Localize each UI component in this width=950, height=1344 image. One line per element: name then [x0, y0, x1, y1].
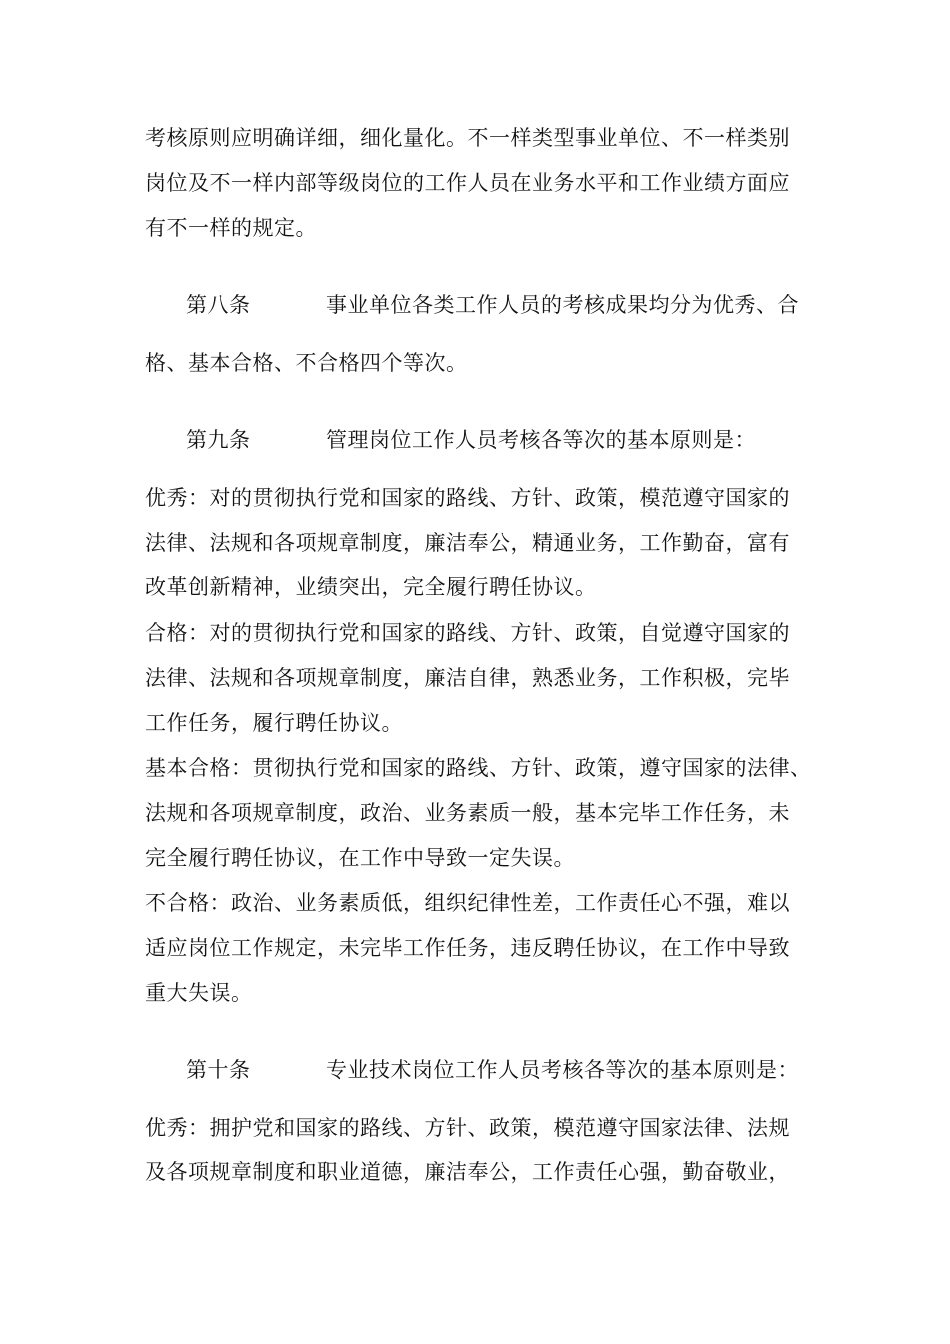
- article-9-text: 管理岗位工作人员考核各等次的基本原则是：: [326, 428, 756, 452]
- article-8-continuation: 格、基本合格、不合格四个等次。: [145, 351, 468, 375]
- article-9-unqualified-line: 不合格：政治、业务素质低，组织纪律性差，工作责任心不强，难以: [145, 891, 790, 915]
- article-9-qualified-line: 法律、法规和各项规章制度，廉洁自律，熟悉业务，工作积极，完毕: [145, 666, 790, 690]
- paragraph-line: 岗位及不一样内部等级岗位的工作人员在业务水平和工作业绩方面应: [145, 171, 790, 195]
- article-10-text: 专业技术岗位工作人员考核各等次的基本原则是：: [326, 1058, 799, 1082]
- article-10-label: 第十条: [186, 1058, 251, 1082]
- article-10-excellent-line: 优秀：拥护党和国家的路线、方针、政策，模范遵守国家法律、法规: [145, 1116, 790, 1140]
- paragraph-line: 有不一样的规定。: [145, 216, 317, 240]
- article-9-label: 第九条: [186, 428, 251, 452]
- article-9-basic-line: 法规和各项规章制度，政治、业务素质一般，基本完毕工作任务，未: [145, 801, 790, 825]
- paragraph-line: 考核原则应明确详细，细化量化。不一样类型事业单位、不一样类别: [145, 126, 790, 150]
- article-9-excellent-line: 优秀：对的贯彻执行党和国家的路线、方针、政策，模范遵守国家的: [145, 486, 790, 510]
- article-8-label: 第八条: [186, 293, 251, 317]
- article-9-excellent-line: 改革创新精神，业绩突出，完全履行聘任协议。: [145, 575, 597, 599]
- article-9-qualified-line: 工作任务，履行聘任协议。: [145, 711, 403, 735]
- article-9-unqualified-line: 重大失误。: [145, 981, 253, 1005]
- article-9-basic-line: 完全履行聘任协议，在工作中导致一定失误。: [145, 846, 575, 870]
- article-9-excellent-line: 法律、法规和各项规章制度，廉洁奉公，精通业务，工作勤奋，富有: [145, 531, 790, 555]
- article-9-basic-line: 基本合格：贯彻执行党和国家的路线、方针、政策，遵守国家的法律、: [145, 756, 812, 780]
- article-9-unqualified-line: 适应岗位工作规定，未完毕工作任务，违反聘任协议，在工作中导致: [145, 936, 790, 960]
- article-9-qualified-line: 合格：对的贯彻执行党和国家的路线、方针、政策，自觉遵守国家的: [145, 621, 790, 645]
- article-10-excellent-line: 及各项规章制度和职业道德，廉洁奉公，工作责任心强，勤奋敬业，: [145, 1160, 790, 1184]
- article-8-text: 事业单位各类工作人员的考核成果均分为优秀、合: [326, 293, 799, 317]
